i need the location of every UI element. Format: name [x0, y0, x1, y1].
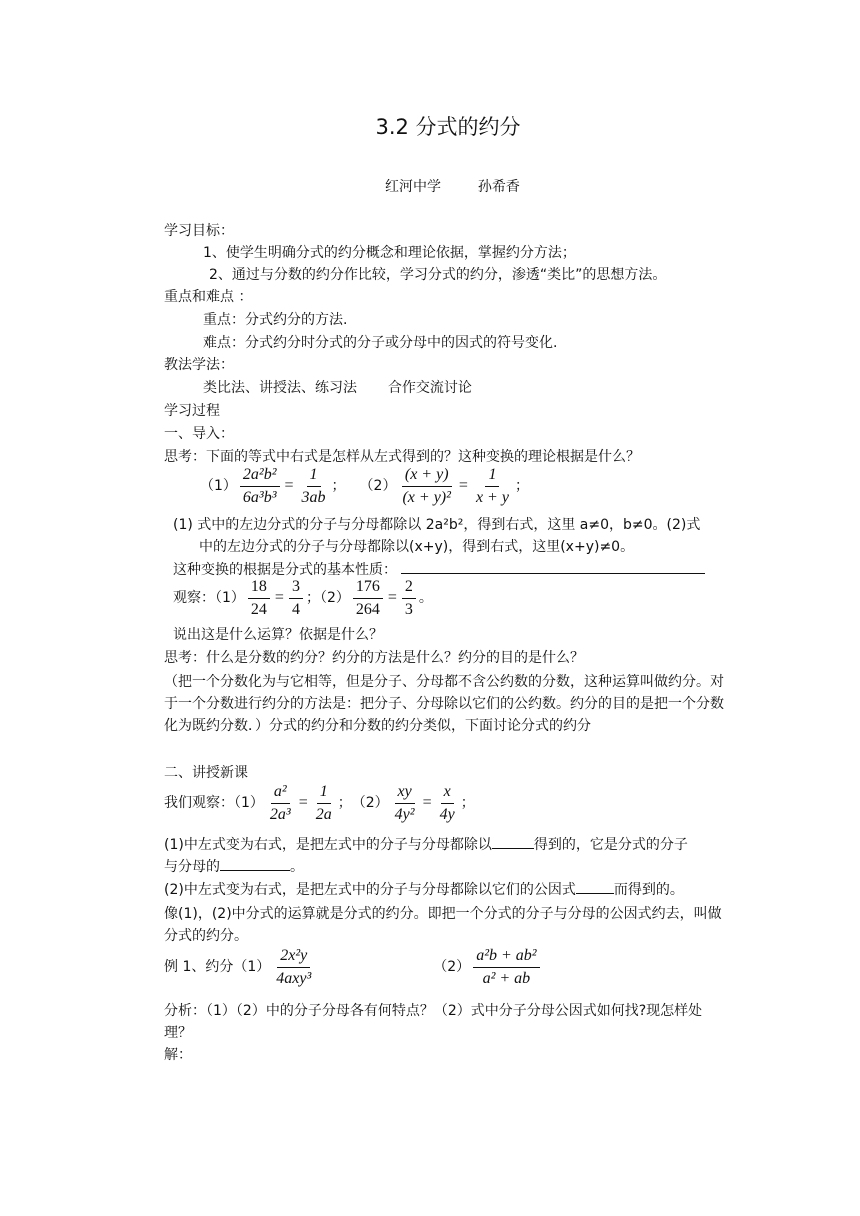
- intro-answer: （把一个分数化为与它相等，但是分子、分母都不含公约数的分数，这种运算叫做约分。对于一个分数进行约分的方法是：把分子、分母除以它们的公约数。约分的目的是把一个分数化为既约分数．）分式的约分和分数的约分类似，下面讨论分式的约分: [164, 674, 724, 734]
- lesson-observe-label: 我们观察：（1）: [164, 795, 264, 811]
- fraction: [437, 783, 458, 823]
- goal-item-2: 2、通过与分数的约分作比较，学习分式的约分，渗透“类比”的思想方法。: [209, 267, 667, 283]
- lesson-p1-line2: [164, 858, 304, 876]
- fraction: [248, 578, 270, 618]
- example-label-2: （2）: [433, 959, 471, 975]
- process-heading: 学习过程: [164, 403, 220, 419]
- answer-blank[interactable]: [492, 836, 534, 849]
- observe-row: [173, 578, 433, 618]
- numerator: 3: [289, 578, 303, 599]
- fraction: [313, 783, 335, 823]
- numerator: xy: [395, 783, 415, 804]
- numerator: x: [441, 783, 454, 804]
- fraction: [473, 466, 512, 506]
- example-row: [164, 947, 543, 987]
- equals-sign: =: [284, 476, 294, 494]
- author-school: 红河中学: [385, 179, 441, 195]
- numerator: a²b + ab²: [473, 947, 539, 968]
- numerator: 1: [317, 783, 331, 804]
- intro-explain-1: (1) 式中的左边分式的分子与分母都除以 2a²b²，得到右式，这里 a≠0，b≠0。(2)式: [173, 517, 701, 533]
- lesson-end: ；: [460, 795, 475, 811]
- denominator: 3: [404, 600, 413, 618]
- numerator: (x + y): [402, 466, 452, 487]
- observe-label: 观察：（1）: [173, 590, 245, 606]
- basis-line: [173, 561, 705, 579]
- denominator: 4axy³: [276, 969, 312, 987]
- methods-line: [203, 379, 472, 397]
- intro-think-2: 思考：什么是分数的约分？约分的方法是什么？约分的目的是什么？: [164, 650, 584, 666]
- keypoints-heading: 重点和难点 ：: [164, 289, 253, 305]
- numerator: 2: [402, 578, 416, 599]
- observe-label-2: ；（2）: [305, 590, 350, 606]
- numerator: 1: [307, 466, 321, 487]
- fraction: [240, 466, 280, 506]
- equals-sign: =: [387, 588, 397, 606]
- numerator: 2a²b²: [240, 466, 280, 487]
- numerator: 1: [485, 466, 499, 487]
- lesson-p1-text: (1)中左式变为右式，是把左式中的分子与分母都除以: [164, 837, 492, 853]
- difficulty-text: 难点：分式约分时分式的分子或分母中的因式的符号变化.: [203, 335, 558, 351]
- intro-formula-row: [200, 466, 529, 506]
- methods-heading: 教法学法：: [164, 357, 234, 373]
- denominator: 4: [291, 600, 300, 618]
- lesson-p2-text: 而得到的。: [613, 882, 684, 898]
- denominator: 2a: [315, 805, 332, 823]
- numerator: 176: [353, 578, 383, 599]
- intro-ask: 说出这是什么运算？依据是什么？: [173, 627, 383, 643]
- fraction: [299, 466, 329, 506]
- denominator: 2a³: [269, 805, 291, 823]
- fraction: [473, 947, 539, 987]
- lesson-p2-text: (2)中左式变为右式，是把左式中的分子与分母都除以它们的公因式: [164, 882, 576, 898]
- equals-sign: =: [274, 588, 284, 606]
- goals-heading: 学习目标：: [164, 223, 234, 239]
- equals-sign: =: [422, 793, 432, 811]
- intro-think: 思考：下面的等式中右式是怎样从左式得到的？这种变换的理论根据是什么？: [164, 449, 640, 465]
- author-line: [385, 178, 520, 196]
- denominator: x + y: [475, 488, 509, 506]
- denominator: 24: [250, 600, 267, 618]
- page-title: 3.2 分式的约分: [375, 115, 521, 139]
- goal-item-1: 1、使学生明确分式的约分概念和理论依据，掌握约分方法；: [203, 245, 576, 261]
- denominator: (x + y)²: [402, 488, 451, 506]
- lesson-observe-label-2: ； （2）: [337, 795, 389, 811]
- author-name: 孙希香: [477, 179, 520, 195]
- separator: ；: [514, 478, 529, 494]
- lesson-p1-text: 。: [290, 859, 304, 875]
- observe-end: 。: [418, 590, 433, 606]
- lesson-heading: 二、讲授新课: [164, 765, 248, 781]
- lesson-p3: 像(1)，(2)中分式的运算就是分式的约分。即把一个分式的分子与分母的公因式约去，叫做分式的约分。: [164, 906, 722, 944]
- equals-sign: =: [458, 476, 468, 494]
- numerator: 2x²y: [277, 947, 310, 968]
- denominator: a² + ab: [482, 969, 531, 987]
- methods-text-2: 合作交流讨论: [387, 380, 472, 396]
- lesson-formula-row: [164, 783, 475, 823]
- denominator: 264: [355, 600, 380, 618]
- fraction: [267, 783, 294, 823]
- lesson-p1-text: 得到的，它是分式的分子: [533, 837, 688, 853]
- formula-label-1: （1）: [200, 478, 237, 494]
- lesson-p1-text: 与分母的: [164, 859, 220, 875]
- focus-text: 重点：分式约分的方法.: [203, 312, 348, 328]
- denominator: 3ab: [301, 488, 326, 506]
- denominator: 4y: [439, 805, 455, 823]
- intro-explain-2: 中的左边分式的分子与分母都除以(x+y)，得到右式，这里(x+y)≠0。: [199, 539, 635, 555]
- separator: ；: [331, 478, 346, 494]
- denominator: 6a³b³: [242, 488, 277, 506]
- numerator: 18: [248, 578, 270, 599]
- formula-label-2: （2）: [359, 478, 397, 494]
- denominator: 4y²: [394, 805, 415, 823]
- answer-blank[interactable]: [401, 561, 705, 574]
- example-label: 例 1、约分（1）: [164, 959, 271, 975]
- example-analysis: 分析：（1）（2）中的分子分母各有何特点？（2）式中分子分母公因式如何找?现怎样处理？: [164, 1003, 703, 1041]
- basis-text: 这种变换的根据是分式的基本性质：: [173, 562, 397, 578]
- answer-blank[interactable]: [576, 881, 614, 894]
- answer-blank[interactable]: [220, 858, 290, 871]
- fraction: [402, 578, 416, 618]
- fraction: [289, 578, 303, 618]
- lesson-p1-line1: [164, 836, 688, 854]
- methods-text: 类比法、讲授法、练习法: [203, 380, 357, 396]
- equals-sign: =: [298, 793, 308, 811]
- fraction: [392, 783, 418, 823]
- intro-heading: 一、导入：: [164, 426, 234, 442]
- fraction: [399, 466, 453, 506]
- example-solution: 解：: [164, 1047, 192, 1063]
- fraction: [353, 578, 383, 618]
- lesson-p2: [164, 881, 684, 899]
- fraction: [273, 947, 314, 987]
- numerator: a²: [271, 783, 290, 804]
